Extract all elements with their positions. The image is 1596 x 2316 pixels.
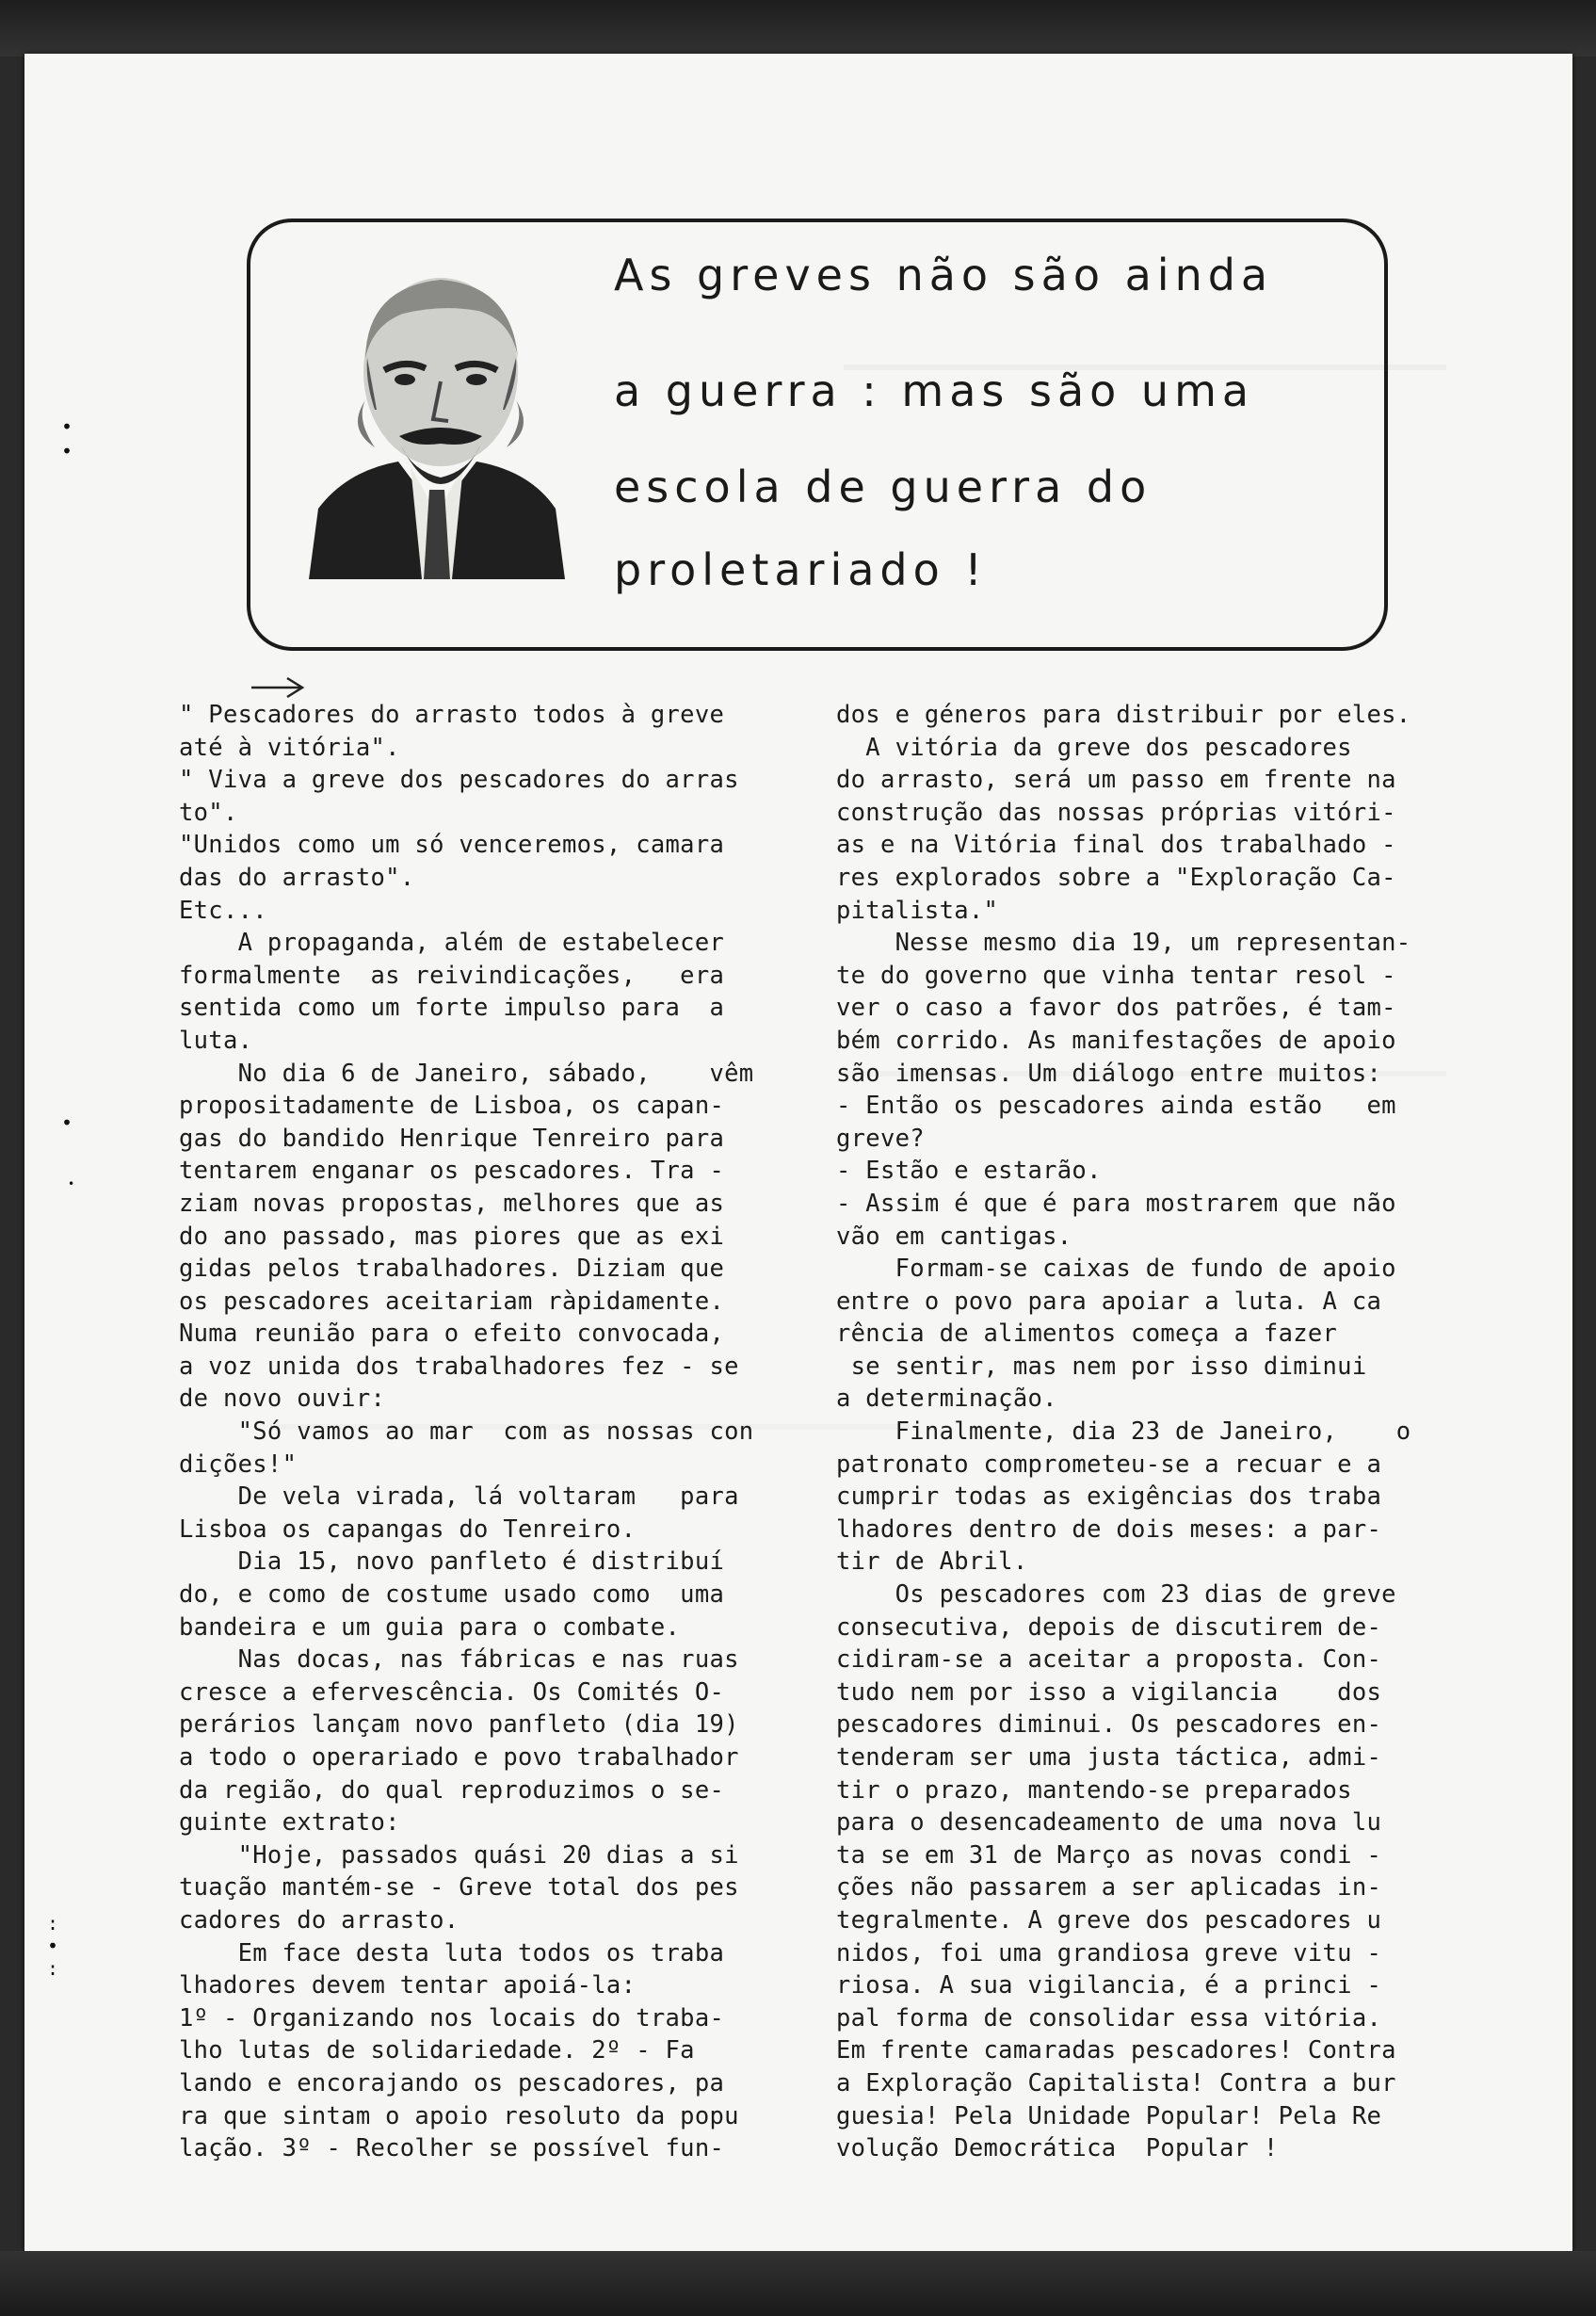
text-line: do arrasto, será um passo em frente na: [836, 766, 1396, 795]
text-line: lhadores devem tentar apoiá-la:: [179, 1971, 637, 2000]
scanner-edge-top: [0, 0, 1596, 57]
text-line: Formam-se caixas de fundo de apoio: [836, 1255, 1396, 1284]
margin-marks: •: [68, 1177, 75, 1190]
text-line: a Exploração Capitalista! Contra a bur: [836, 2068, 1396, 2097]
text-line: Etc...: [179, 896, 267, 925]
text-line: "Unidos como um só venceremos, camara: [179, 831, 725, 860]
text-line: da região, do qual reproduzimos o se-: [179, 1775, 725, 1805]
article-column-left: [179, 699, 800, 2165]
text-line: pal forma de consolidar essa vitória.: [836, 2003, 1382, 2033]
text-line: volução Democrática Popular !: [836, 2134, 1279, 2163]
text-line: ta se em 31 de Março as novas condi -: [836, 1840, 1382, 1870]
arrow-right-icon: [250, 675, 306, 700]
text-line: Dia 15, novo panfleto é distribuí: [179, 1547, 725, 1577]
text-line: cumprir todas as exigências dos traba: [836, 1482, 1382, 1512]
text-line: para o desencadeamento de uma nova lu: [836, 1808, 1382, 1838]
text-line: pescadores diminui. Os pescadores en-: [836, 1710, 1382, 1740]
margin-marks: : • :: [47, 1912, 59, 1980]
text-line: ra que sintam o apoio resoluto da popu: [179, 2101, 739, 2130]
text-line: Finalmente, dia 23 de Janeiro, o: [836, 1417, 1411, 1447]
text-line: de novo ouvir:: [179, 1385, 386, 1414]
text-line: tudo nem por isso a vigilancia dos: [836, 1677, 1382, 1707]
portrait-engraving-icon: [309, 268, 565, 579]
text-line: - Assim é que é para mostrarem que não: [836, 1189, 1396, 1218]
banner-line-3: escola de guerra do: [614, 462, 1153, 512]
text-line: te do governo que vinha tentar resol -: [836, 961, 1396, 990]
text-line: Em face desta luta todos os traba: [179, 1938, 725, 1968]
margin-marks: •: [61, 1111, 73, 1134]
text-line: ziam novas propostas, melhores que as: [179, 1189, 725, 1218]
text-line: os pescadores aceitariam ràpidamente.: [179, 1287, 725, 1316]
text-line: riosa. A sua vigilancia, é a princi -: [836, 1971, 1382, 2000]
text-line: do, e como de costume usado como uma: [179, 1580, 725, 1610]
text-line: vão em cantigas.: [836, 1222, 1072, 1251]
text-line: gas do bandido Henrique Tenreiro para: [179, 1124, 725, 1153]
text-line: gidas pelos trabalhadores. Diziam que: [179, 1255, 725, 1284]
text-line: propositadamente de Lisboa, os capan-: [179, 1092, 725, 1121]
text-line: Nas docas, nas fábricas e nas ruas: [179, 1645, 739, 1675]
text-line: - Então os pescadores ainda estão em: [836, 1092, 1396, 1121]
text-line: greve?: [836, 1124, 925, 1153]
text-line: Lisboa os capangas do Tenreiro.: [179, 1514, 637, 1544]
text-line: Numa reunião para o efeito convocada,: [179, 1320, 725, 1349]
text-line: nidos, foi uma grandiosa greve vitu -: [836, 1938, 1382, 1968]
text-line: dos e géneros para distribuir por eles.: [836, 701, 1411, 729]
text-line: to".: [179, 798, 238, 827]
text-line: cresce a efervescência. Os Comités O-: [179, 1677, 725, 1707]
text-line: formalmente as reivindicações, era: [179, 961, 725, 990]
text-line: " Viva a greve dos pescadores do arras: [179, 766, 739, 795]
text-line: lação. 3º - Recolher se possível fun-: [179, 2134, 725, 2163]
article-column-right: [836, 699, 1458, 2165]
text-line: as e na Vitória final dos trabalhado -: [836, 831, 1396, 860]
banner-line-1: As greves não são ainda: [614, 250, 1274, 300]
text-line: Nesse mesmo dia 19, um representan-: [836, 929, 1411, 958]
text-line: perários lançam novo panfleto (dia 19): [179, 1710, 739, 1740]
text-line: lando e encorajando os pescadores, pa: [179, 2068, 725, 2097]
text-line: são imensas. Um diálogo entre muitos:: [836, 1059, 1382, 1088]
text-line: até à vitória".: [179, 733, 400, 762]
text-line: cadores do arrasto.: [179, 1905, 459, 1935]
text-line: De vela virada, lá voltaram para: [179, 1482, 739, 1512]
text-line: tegralmente. A greve dos pescadores u: [836, 1905, 1382, 1935]
text-line: a determinação.: [836, 1385, 1057, 1414]
margin-marks: • •: [61, 415, 73, 462]
text-line: sentida como um forte impulso para a: [179, 994, 725, 1023]
text-line: res explorados sobre a "Exploração Ca-: [836, 863, 1396, 892]
text-line: do ano passado, mas piores que as exi: [179, 1222, 725, 1251]
text-line: a voz unida dos trabalhadores fez - se: [179, 1352, 739, 1381]
text-line: entre o povo para apoiar a luta. A ca: [836, 1287, 1382, 1316]
text-line: luta.: [179, 1026, 253, 1055]
text-line: No dia 6 de Janeiro, sábado, vêm: [179, 1059, 754, 1088]
text-line: tir de Abril.: [836, 1547, 1028, 1577]
scanner-edge-bottom: [0, 2251, 1596, 2316]
text-line: A propaganda, além de estabelecer: [179, 929, 725, 958]
text-line: guinte extrato:: [179, 1808, 400, 1838]
text-line: "Só vamos ao mar com as nossas con: [179, 1417, 754, 1447]
text-line: - Estão e estarão.: [836, 1157, 1102, 1186]
text-line: guesia! Pela Unidade Popular! Pela Re: [836, 2101, 1382, 2130]
text-line: tentarem enganar os pescadores. Tra -: [179, 1157, 725, 1186]
text-line: Os pescadores com 23 dias de greve: [836, 1580, 1396, 1610]
text-line: ver o caso a favor dos patrões, é tam-: [836, 994, 1396, 1023]
text-line: tir o prazo, mantendo-se preparados: [836, 1775, 1352, 1805]
text-line: lhadores dentro de dois meses: a par-: [836, 1514, 1382, 1544]
text-line: tuação mantém-se - Greve total dos pes: [179, 1873, 739, 1903]
text-line: se sentir, mas nem por isso diminui: [836, 1352, 1367, 1381]
text-line: Em frente camaradas pescadores! Contra: [836, 2036, 1396, 2065]
banner-line-2: a guerra : mas são uma: [614, 365, 1255, 416]
text-line: bandeira e um guia para o combate.: [179, 1612, 681, 1642]
banner-line-4: proletariado !: [614, 544, 988, 595]
text-line: " Pescadores do arrasto todos à greve: [179, 701, 725, 729]
text-line: A vitória da greve dos pescadores: [836, 733, 1352, 762]
text-line: a todo o operariado e povo trabalhador: [179, 1743, 739, 1772]
text-line: bém corrido. As manifestações de apoio: [836, 1026, 1396, 1055]
text-line: patronato comprometeu-se a recuar e a: [836, 1450, 1382, 1479]
text-line: lho lutas de solidariedade. 2º - Fa: [179, 2036, 695, 2065]
text-line: rência de alimentos começa a fazer: [836, 1320, 1338, 1349]
text-line: ções não passarem a ser aplicadas in-: [836, 1873, 1382, 1903]
text-line: pitalista.": [836, 896, 999, 925]
text-line: cidiram-se a aceitar a proposta. Con-: [836, 1645, 1382, 1675]
text-line: tenderam ser uma justa táctica, admi-: [836, 1743, 1382, 1772]
text-line: das do arrasto".: [179, 863, 415, 892]
text-line: consecutiva, depois de discutirem de-: [836, 1612, 1382, 1642]
text-line: "Hoje, passados quási 20 dias a si: [179, 1840, 739, 1870]
text-line: construção das nossas próprias vitóri-: [836, 798, 1396, 827]
text-line: 1º - Organizando nos locais do traba-: [179, 2003, 725, 2033]
text-line: dições!": [179, 1450, 298, 1479]
